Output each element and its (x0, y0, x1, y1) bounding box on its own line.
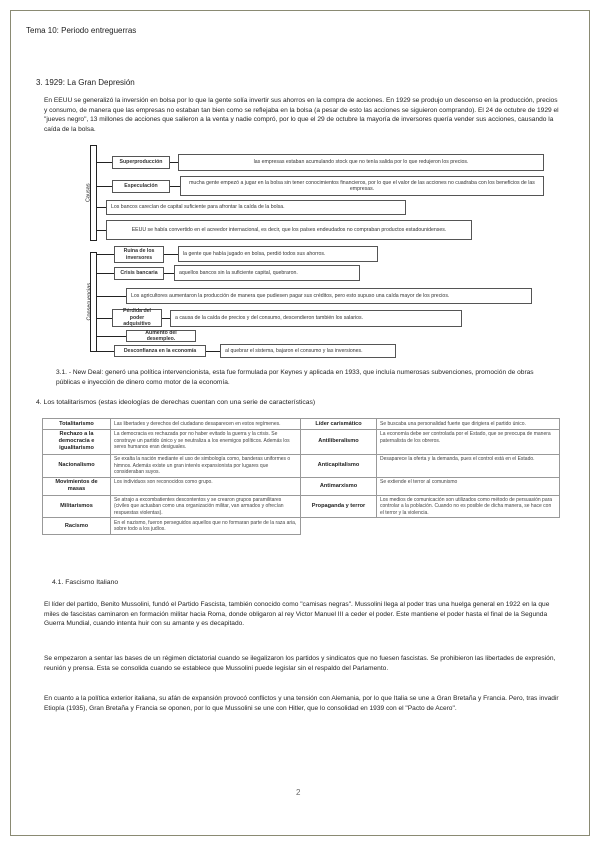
connector (96, 273, 114, 274)
cause-label-2: Especulación (112, 180, 170, 193)
consequence-text-5: Aumento del desempleo. (126, 330, 196, 342)
connector (96, 230, 106, 231)
table-cell: Desaparece la oferta y la demanda, pues el control está en el Estado. (377, 454, 560, 477)
causes-bracket-left (96, 145, 97, 241)
table-cell-key: Líder carismático (301, 419, 377, 430)
table-cell: Se buscaba una personalidad fuerte que dirigiera el partido único. (377, 419, 560, 430)
table-row (43, 454, 560, 477)
consequence-text-3: Los agricultores aumentaron la producción de manera que pudiesen pagar sus créditos, pero esto supuso una caída mayor de los precios. (126, 288, 532, 304)
section-heading-4: 4. Los totalitarismos (estas ideologías de derechas cuentan con una serie de características) (36, 399, 316, 406)
section-heading-4-1: 4.1. Fascismo Italiano (52, 579, 119, 586)
consequence-text-4: a causa de la caída de precios y del consumo, descendieron también los salarios. (170, 310, 462, 327)
table-cell-empty (377, 518, 560, 535)
table-cell-empty (301, 518, 377, 535)
connector (170, 162, 178, 163)
table-cell: Los individuos son reconocidos como grupo. (111, 477, 301, 495)
cause-label-1: Superproducción (112, 156, 170, 169)
fascism-paragraph-1: El líder del partido, Benito Mussolini, fundó el Partido Fascista, también conocido como "camisas negras". Mussolini llega al poder tras una huelga general en 1922 en la que miles de fascistas caminaron en formación militar hacia Roma, donde obligaron al rey Victor Manuel III a ceder el poder. Este mantiene el poder hasta el final de la Segunda Guerra Mundial, cuando intenta huir con su amante y es decapitado. (44, 601, 550, 628)
cause-text-4: EEUU se había convertido en el acreedor internacional, es decir, que los países endeudados no compraban productos estadounidenses. (106, 220, 472, 240)
table-cell: Se exalta la nación mediante el uso de simbología como, banderas uniformes o himnos. Además existe un gran interés expansionista por lugares que consideraban suyos. (111, 454, 301, 477)
consequence-label-2: Crisis bancaria (114, 267, 164, 280)
connector (96, 254, 114, 255)
table-cell: La democracia es rechazada por no haber evitado la guerra y la crisis. Se construye un partido único y se neutraliza a los enemigos políticos. Además los seres humanos eran desiguales. (111, 429, 301, 454)
section-heading-3: 3. 1929: La Gran Depresión (36, 78, 135, 87)
consequence-text-1: la gente que había jugado en bolsa, perdió todos sus ahorros. (178, 246, 378, 262)
connector (206, 351, 220, 352)
table-cell: Las libertades y derechos del ciudadano desaparecen en estos regímenes. (111, 419, 301, 430)
cause-text-2: mucha gente empezó a jugar en la bolsa sin tener conocimientos financieros, por lo que el valor de las acciones no cuadraba con los beneficios de las empresas. (180, 176, 544, 196)
page-number: 2 (296, 788, 301, 797)
connector (164, 254, 178, 255)
table-cell-key: Racismo (43, 518, 111, 535)
connector (164, 273, 174, 274)
table-cell: En el nazismo, fueron perseguidos aquellos que no formaran parte de la raza aria, sobre todo a los judíos. (111, 518, 301, 535)
connector (96, 318, 112, 319)
connector (96, 296, 126, 297)
table-row (43, 495, 560, 518)
consequences-label: Consecuencias (86, 282, 93, 321)
document-title: Tema 10: Periodo entreguerras (26, 26, 137, 35)
table-cell-key: Propaganda y terror (301, 495, 377, 518)
table-cell-key: Rechazo a la democracia e igualitarismo (43, 429, 111, 454)
table-cell: La economía debe ser controlada por el Estado, que se preocupa de manera paternalista de los obreros. (377, 429, 560, 454)
consequence-label-4: Pérdida del poder adquisitivo (112, 309, 162, 327)
table-cell: Se atrajo a excombatientes descontentos y se crearon grupos paramilitares (civiles que actuaban como una organización militar, van armados y ofrecían respuestas violentas). (111, 495, 301, 518)
connector (162, 318, 170, 319)
cause-text-3: Los bancos carecían de capital suficiente para afrontar la caída de la bolsa. (106, 200, 406, 215)
fascism-paragraph-2: Se empezaron a sentar las bases de un régimen dictatorial cuando se ilegalizaron los partidos y sindicatos que no fuesen fascistas. Se prohibieron las libertades de expresión, reunión y prensa. Esta se consolida cuando se establece que Mussolini puede legislar sin el respaldo del Parlamento. (44, 655, 556, 672)
consequence-label-1: Ruina de los inversores (114, 246, 164, 263)
table-cell-key: Nacionalismo (43, 454, 111, 477)
consequence-text-6: al quebrar el sistema, bajaron el consumo y las inversiones. (220, 344, 396, 358)
table-row (43, 477, 560, 495)
totalitarianism-table (42, 418, 560, 535)
connector (96, 186, 112, 187)
section-3-intro: En EEUU se generalizó la inversión en bolsa por lo que la gente solía invertir sus ahorros en la compra de acciones. En 1929 se produjo un descenso en la producción, precios y consumo, de manera que las empresas no estaban tan bien como se reflejaba en la bolsa (a pesar de esto las acciones se siguieron comprando). El 24 de octubre de 1929 el "jueves negro", 13 millones de acciones que salieron a la venta y nadie compró, por lo que el 29 de octubre la mayoría de inversores quería vender sus acciones, causando la caída de la bolsa. (44, 97, 559, 133)
consequences-bracket-left (96, 252, 97, 352)
connector (96, 336, 126, 337)
connector (96, 351, 114, 352)
table-cell-key: Militarismos (43, 495, 111, 518)
table-row (43, 429, 560, 454)
cause-text-1: las empresas estaban acumulando stock que no tenía salida por lo que redujeron los precios. (178, 154, 544, 171)
consequences-bracket-top (90, 252, 96, 253)
table-cell-key: Antiliberalismo (301, 429, 377, 454)
connector (96, 207, 106, 208)
table-cell-key: Anticapitalismo (301, 454, 377, 477)
consequence-label-6: Desconfianza en la economía (114, 345, 206, 357)
table-cell-key: Movimientos de masas (43, 477, 111, 495)
table-cell-key: Antimarxismo (301, 477, 377, 495)
connector (96, 162, 112, 163)
causes-label: Causas (85, 183, 92, 203)
table-cell: Se extiende el terror al comunismo (377, 477, 560, 495)
table-row (43, 518, 560, 535)
new-deal-paragraph: 3.1. - New Deal: generó una política intervencionista, esta fue formulada por Keynes y aplicada en 1933, que incluía numerosas subvenciones, promoción de obras públicas e inyección de dinero como motor de la economía. (56, 369, 534, 386)
connector (170, 186, 180, 187)
consequence-text-2: aquellos bancos sin la suficiente capital, quebraron. (174, 265, 360, 281)
table-row (43, 419, 560, 430)
table-cell: Los medios de comunicación son utilizados como método de persuasión para controlar a la población. Cuando no es posible de dicha manera, se hace con el terror y la violencia. (377, 495, 560, 518)
table-cell-key: Totalitarismo (43, 419, 111, 430)
fascism-paragraph-3: En cuanto a la política exterior italiana, su afán de expansión provocó conflictos y una tensión con Alemania, por lo que Italia se une a Gran Bretaña y Francia. Pero, tras invadir Etiopía (1935), Gran Bretaña y Francia se oponen, por lo que Mussolini se une con Hitler, que lo consolidad en 1939 con el "Pacto de Acero". (44, 695, 559, 712)
